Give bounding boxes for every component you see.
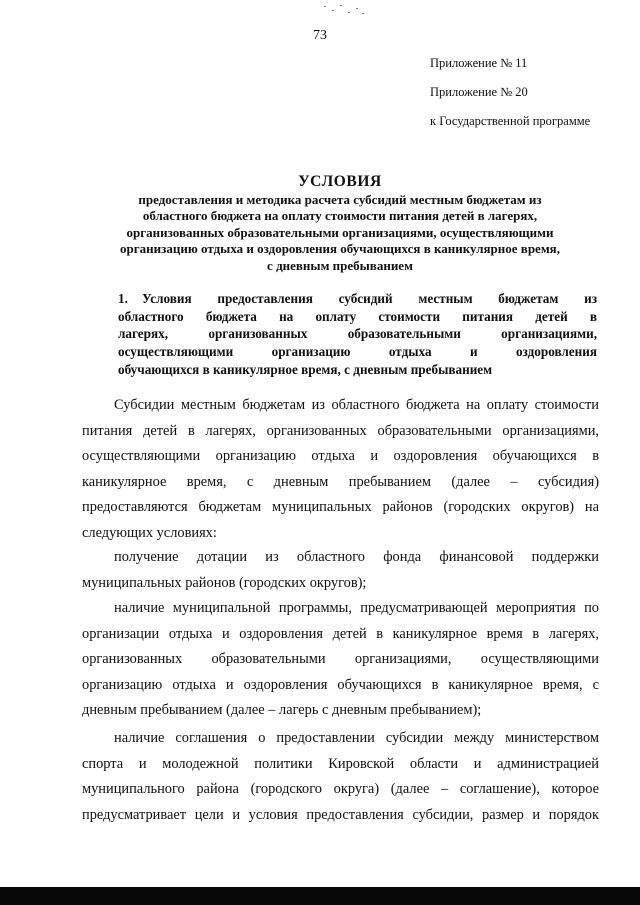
paragraph-line: спорта и молодежной политики Кировской области и администрацией <box>82 755 599 772</box>
appendix-11-label: Приложение № 11 <box>430 56 528 70</box>
paragraph-line: получение дотации из областного фонда финансовой поддержки <box>114 549 599 565</box>
section-heading-line: обучающихся в каникулярное время, с дневным пребыванием <box>118 361 493 377</box>
paragraph-agreement <box>82 726 599 828</box>
title-subtitle <box>70 192 610 274</box>
title-subtitle-line: организацию отдыха и оздоровления обучающихся в каникулярное время, <box>120 241 560 257</box>
paragraph-line: питания детей в лагерях, организованных образовательными организациями, <box>82 422 599 439</box>
state-program-reference: к Государственной программе <box>430 114 591 128</box>
document-title <box>70 172 610 274</box>
paragraph-line: предоставляются бюджетам муниципальных районов (городских округов) на <box>82 499 599 516</box>
paragraph-subsidy-conditions <box>82 393 599 547</box>
paragraph-line: дневным пребыванием (далее – лагерь с дневным пребыванием); <box>82 702 482 719</box>
paragraph-line: организованных образовательными организациями, осуществляющими <box>82 651 599 668</box>
paragraph-line: Субсидии местным бюджетам из областного бюджета на оплату стоимости <box>114 397 599 413</box>
paragraph-line: осуществляющими организацию отдыха и оздоровления обучающихся в <box>82 448 599 465</box>
paragraph-line: организацию отдыха и оздоровления обучающихся в каникулярное время, с <box>82 676 599 693</box>
appendix-20-label: Приложение № 20 <box>430 85 528 99</box>
title-subtitle-line: организованных образовательными организациями, осуществляющими <box>126 224 554 240</box>
paragraph-line: каникулярное время, с дневным пребыванием (далее – субсидия) <box>82 473 599 490</box>
section-number: 1. <box>118 291 128 306</box>
paragraph-subsidy-grant <box>82 545 599 596</box>
section-heading-line <box>118 290 597 308</box>
title-subtitle-line: областного бюджета на оплату стоимости питания детей в лагерях, <box>142 208 538 224</box>
scan-bottom-edge <box>0 887 640 905</box>
paragraph-line: наличие муниципальной программы, предусматривающей мероприятия по <box>114 600 599 616</box>
section-heading-line: лагерях, организованных образовательными организациями, <box>118 326 597 342</box>
paragraph-line: предусматривает цели и условия предоставления субсидии, размер и порядок <box>82 806 599 823</box>
paragraph-municipal-program <box>82 596 599 724</box>
title-subtitle-line: предоставления и методика расчета субсидий местным бюджетам из <box>138 192 542 207</box>
section-heading-line: областного бюджета на оплату стоимости питания детей в <box>118 308 597 324</box>
paragraph-line: организации отдыха и оздоровления детей в каникулярное время в лагерях, <box>82 625 599 642</box>
section-heading-text: Условия предоставления субсидий местным бюджетам из <box>142 291 597 306</box>
paragraph-line: муниципальных районов (городских округов); <box>82 574 367 591</box>
paragraph-line: муниципального района (городского округа) (далее – соглашение), которое <box>82 781 599 798</box>
scan-artifact <box>318 4 368 16</box>
title-main: УСЛОВИЯ <box>298 173 382 190</box>
page-number: 73 <box>313 28 327 43</box>
paragraph-line: следующих условиях: <box>82 524 217 541</box>
section-1-heading <box>118 290 597 379</box>
paragraph-line: наличие соглашения о предоставлении субсидии между министерством <box>114 730 599 746</box>
title-subtitle-line: с дневным пребыванием <box>267 257 413 273</box>
section-heading-line: осуществляющими организацию отдыха и оздоровления <box>118 344 597 360</box>
